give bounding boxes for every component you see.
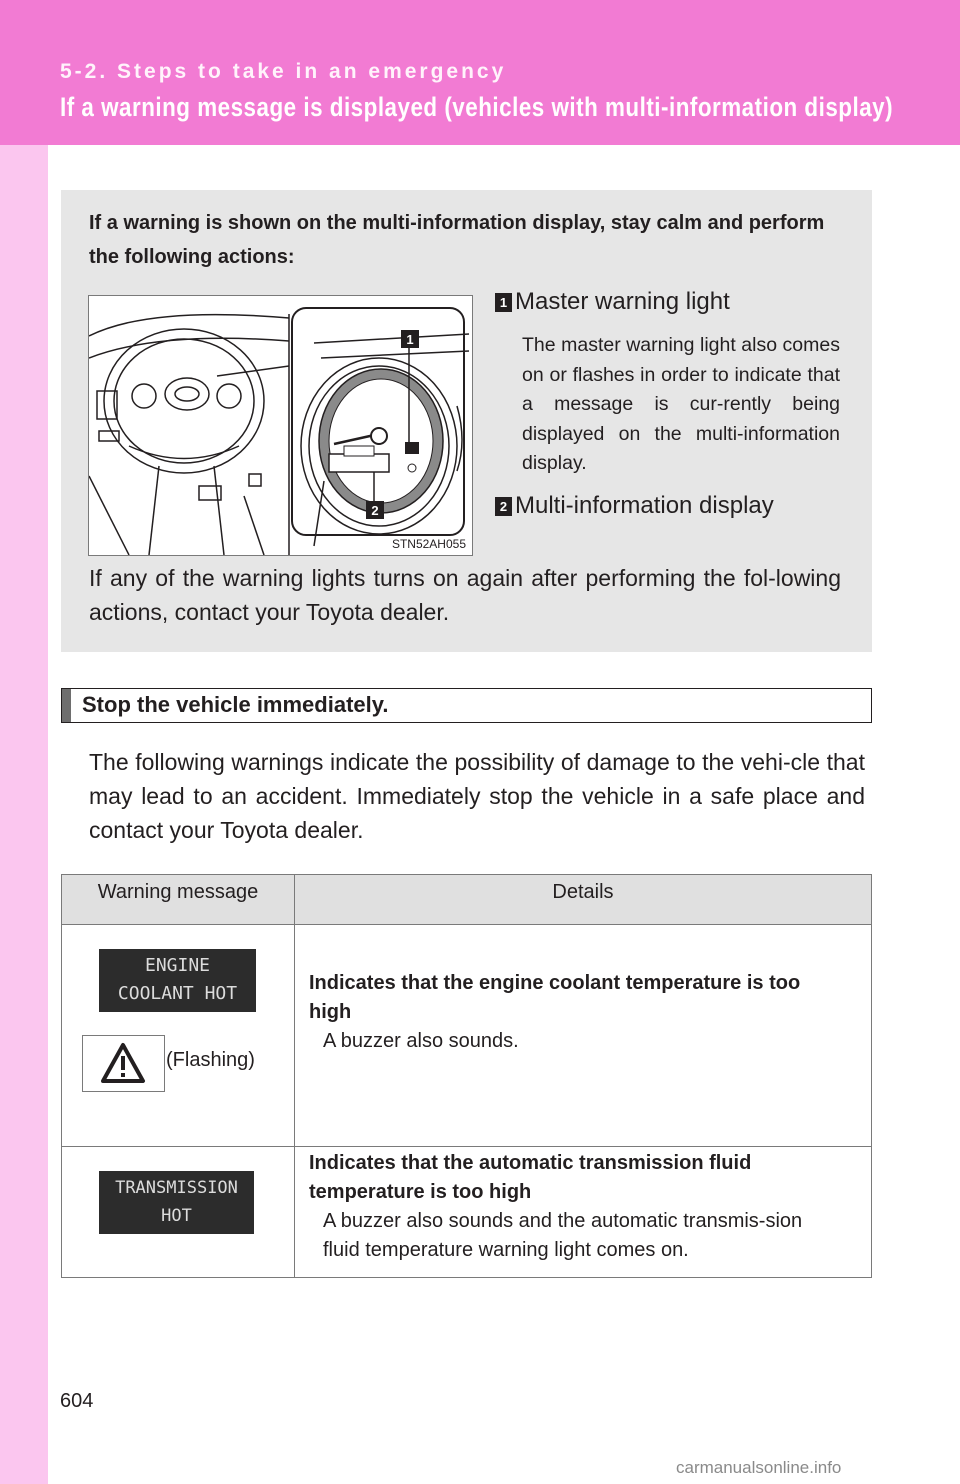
intro-after-text: If any of the warning lights turns on again after performing the fol-lowing actions, contact your Toyota dealer. (89, 565, 841, 625)
warning-table (61, 874, 872, 1278)
details-cell (295, 1147, 872, 1278)
display-line: ENGINE (144, 955, 211, 976)
detail-title: Indicates that the automatic transmission fluid temperature is too high (309, 1152, 752, 1203)
header-details: Details (295, 875, 872, 925)
callout-title-1: Master warning light (515, 288, 730, 315)
display-line: TRANSMISSION (115, 1178, 238, 1198)
dashboard-illustration (89, 296, 472, 555)
dashboard-figure (88, 295, 473, 556)
intro-lead: If a warning is shown on the multi-information display, stay calm and perform the following actions: (89, 212, 825, 268)
flashing-label: (Flashing) (166, 1049, 255, 1071)
watermark: carmanualsonline.info (676, 1458, 842, 1477)
header-warning-message: Warning message (62, 875, 295, 925)
transmission-hot-display (99, 1171, 254, 1234)
callout-multi-display (495, 492, 845, 520)
page-title: If a warning message is displayed (vehicles with multi-information display) (60, 92, 894, 122)
callout-badge-2: 2 (495, 497, 512, 516)
page-number: 604 (60, 1390, 94, 1412)
table-row (62, 925, 872, 1147)
figure-code: STN52AH055 (391, 537, 466, 551)
section-label: 5-2. Steps to take in an emergency (60, 60, 507, 83)
message-cell (62, 1147, 295, 1278)
side-strip (0, 0, 48, 1484)
section-body: The following warnings indicate the possibility of damage to the vehi-cle that may lead to an accident. Immediately stop the vehicle in a safe place and contact your Toyota dealer. (89, 749, 865, 843)
engine-coolant-display (99, 949, 256, 1012)
intro-box (61, 190, 872, 652)
heading-bar (62, 689, 71, 722)
display-line: COOLANT HOT (117, 983, 238, 1004)
callout-master-warning (495, 288, 845, 479)
table-header-row (62, 875, 872, 925)
warning-triangle-icon (82, 1035, 165, 1092)
detail-title: Indicates that the engine coolant temperature is too high (309, 972, 801, 1023)
details-cell (295, 925, 872, 1147)
callout-number-2: 2 (371, 503, 379, 518)
detail-note: A buzzer also sounds. (323, 1030, 519, 1052)
page-header (0, 0, 960, 145)
section-heading (61, 688, 872, 723)
callout-desc-1: The master warning light also comes on or flashes in order to indicate that a message is cur-rently being displayed on the multi-information display. (522, 334, 840, 474)
callout-number-1: 1 (406, 332, 414, 347)
callout-badge-1: 1 (495, 293, 512, 312)
callout-title-2: Multi-information display (515, 492, 774, 519)
message-cell (62, 925, 295, 1147)
table-row (62, 1147, 872, 1278)
section-heading-text: Stop the vehicle immediately. (82, 692, 389, 717)
display-line: HOT (161, 1206, 192, 1226)
detail-note: A buzzer also sounds and the automatic transmis-sion fluid temperature warning light comes on. (323, 1210, 803, 1261)
